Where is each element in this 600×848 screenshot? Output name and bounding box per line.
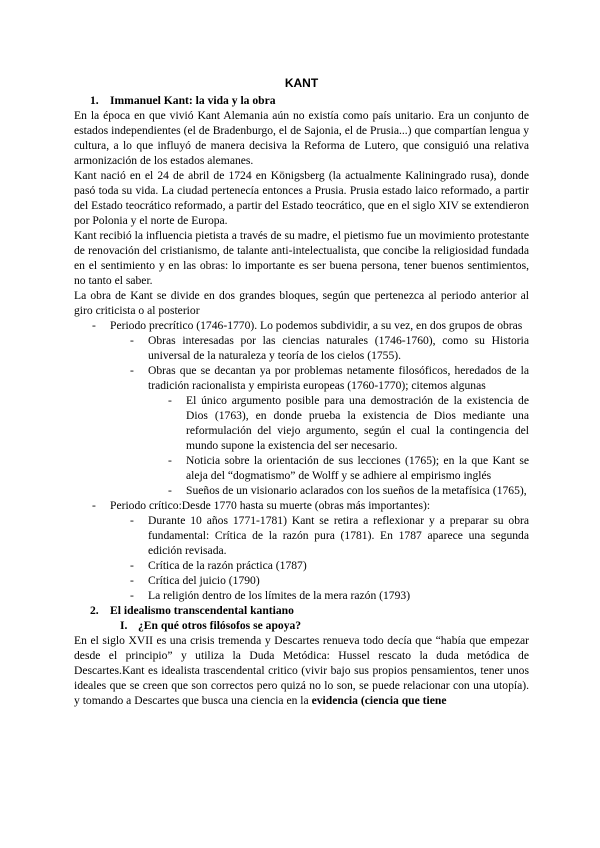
critical-label: Periodo crítico:Desde 1770 hasta su muerte (obras más importantes): [110, 499, 431, 512]
list-item-judgment: - Crítica del juicio (1790) [110, 573, 529, 588]
section-2-number: 2. [90, 604, 99, 617]
subsection-1-heading [74, 618, 529, 633]
list-item-practical-reason: - Crítica de la razón práctica (1787) [110, 558, 529, 573]
list-item-god-argument: - El único argumento posible para una demostración de la existencia de Dios (1763), en donde prueba la existencia de Dios mediante una reformulación del viejo argumento, según el cual la contingencia del mundo supone la existencia del ser necesario. [148, 393, 529, 453]
critical-sublist [110, 513, 529, 603]
paragraph-germany: En la época en que vivió Kant Alemania aún no existía como país unitario. Era un conjunto de estados independientes (el de Bradenburgo, el de Sajonia, el de Prusia...) que compartían lengua y cultura, a lo que influyó de manera decisiva la Reforma de Lutero, que consiguió una relativa armonización de los estados alemanes. [74, 109, 529, 167]
list-item-religion: - La religión dentro de los límites de la mera razón (1793) [110, 588, 529, 603]
section-2-heading [74, 603, 529, 618]
list-item-visionary-dreams: - Sueños de un visionario aclarados con los sueños de la metafísica (1765), [148, 483, 529, 498]
subsection-1-title: ¿En qué otros filósofos se apoya? [138, 619, 302, 632]
paragraph-birth: Kant nació en el 24 de abril de 1724 en Königsberg (la actualmente Kaliningrado rusa), donde pasó toda su vida. La ciudad pertenecía entonces a Prusia. Prusia estado laico reformado, a partir del Estado teocrático reformado, a partir del Estado teocrático, que en el siglo XIV se extendieron por Polonia y el norte de Europa. [74, 169, 529, 227]
paragraph-pietism: Kant recibió la influencia pietista a través de su madre, el pietismo fue un movimiento protestante de renovación del cristianismo, de talante anti-intelectualista, que concibe la religiosidad fundada en el sentimiento y en las obras: lo importante es ser buena persona, tener buenos sentimientos, no tanto el saber. [74, 229, 529, 287]
precritical-label: Periodo precrítico (1746-1770). Lo podemos subdividir, a su vez, en dos grupos de obras [110, 319, 523, 332]
list-item-precritical [74, 318, 529, 498]
list-item-critical [74, 498, 529, 603]
document-body [74, 76, 529, 708]
section-1-title: Immanuel Kant: la vida y la obra [110, 94, 276, 107]
list-item-philosophical-works [110, 363, 529, 498]
paragraph-works-intro: La obra de Kant se divide en dos grandes bloques, según que pertenezca al periodo anterior al giro criticista o al posterior [74, 289, 529, 317]
list-item-lessons-notice: - Noticia sobre la orientación de sus lecciones (1765); en la que Kant se aleja del “dogmatismo” de Wolff y se adhiere al empirismo inglés [148, 453, 529, 483]
list-item-natural-sciences: - Obras interesadas por las ciencias naturales (1746-1760), como su Historia universal de la naturaleza y teoría de los cielos (1755). [110, 333, 529, 363]
subsection-1-number: I. [120, 619, 128, 632]
section-2-title: El idealismo transcendental kantiano [110, 604, 294, 617]
precritical-sublist [110, 333, 529, 498]
list-item-pure-reason: - Durante 10 años 1771-1781) Kant se retira a reflexionar y a preparar su obra fundamental: Crítica de la razón pura (1781). En 1787 aparece una segunda edición revisada. [110, 513, 529, 558]
descartes-text: En el siglo XVII es una crisis tremenda y Descartes renueva todo decía que “había que empezar desde el principio” y utiliza la Duda Metódica: Hussel rescato la duda metódica de Descartes.Kant es idealista trascendental critico (vivir bajo sus propios pensamientos, tener unos ideales que se creen que son correctos pero quizá no lo son, se puede relacionar con una utopía). y tomando a Descartes que busca una ciencia en la [74, 634, 529, 707]
works-list [74, 318, 529, 603]
philosophical-works-sublist [148, 393, 529, 498]
evidence-bold-text: evidencia (ciencia que tiene [311, 694, 447, 707]
paragraph-descartes [74, 633, 529, 708]
section-1-number: 1. [90, 94, 99, 107]
document-title: KANT [284, 76, 319, 90]
philosophical-works-label: Obras que se decantan ya por problemas netamente filosóficos, heredados de la tradición racionalista y empirista europeas (1760-1770); citemos algunas [148, 364, 529, 392]
section-1-heading [74, 93, 529, 108]
